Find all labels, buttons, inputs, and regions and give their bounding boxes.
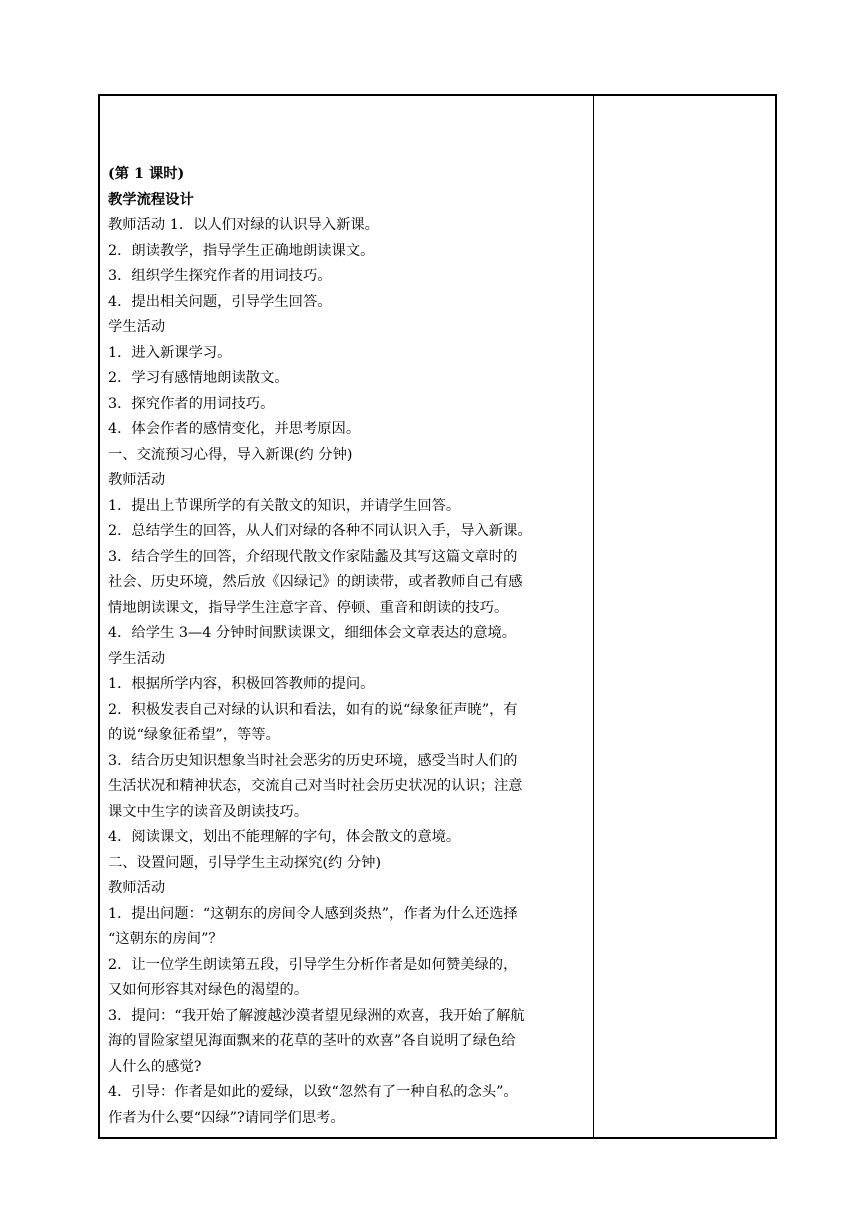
text-line: 4．体会作者的感情变化，并思考原因。 bbox=[108, 421, 361, 437]
text-line: 一、交流预习心得，导入新课(约 分钟) bbox=[108, 446, 353, 463]
text-line: “这朝东的房间”？ bbox=[108, 931, 223, 947]
text-line: 2．学习有感情地朗读散文。 bbox=[108, 370, 289, 386]
text-line: 3．结合学生的回答，介绍现代散文作家陆蠡及其写这篇文章时的 bbox=[108, 548, 518, 565]
text-line: 1．提出问题：“这朝东的房间令人感到炎热”，作者为什么还选择 bbox=[108, 905, 518, 922]
section-heading: (第 1 课时) bbox=[108, 166, 185, 182]
text-line: 4．阅读课文，划出不能理解的字句，体会散文的意境。 bbox=[108, 829, 461, 845]
text-line: 海的冒险家望见海面飘来的花草的茎叶的欢喜”各自说明了绿色给 bbox=[108, 1033, 516, 1049]
text-line: 教师活动 1．以人们对绿的认识导入新课。 bbox=[108, 217, 379, 233]
text-line: 学生活动 bbox=[108, 650, 166, 667]
text-line: 社会、历史环境，然后放《囚绿记》的朗读带，或者教师自己有感 bbox=[108, 574, 523, 590]
text-line: 2．积极发表自己对绿的认识和看法，如有的说“绿象征声暁”，有 bbox=[108, 701, 518, 718]
column-divider bbox=[593, 96, 594, 1137]
text-line: 作者为什么要“囚绿”?请同学们思考。 bbox=[108, 1109, 345, 1126]
text-line: 3．结合历史知识想象当时社会恶劣的历史环境，感受当时人们的 bbox=[108, 752, 518, 769]
text-line: 又如何形容其对绿色的渴望的。 bbox=[108, 982, 309, 998]
text-line: 3．探究作者的用词技巧。 bbox=[108, 395, 275, 412]
text-line: 的说“绿象征希望”，等等。 bbox=[108, 727, 280, 743]
text-line: 教师活动 bbox=[108, 472, 166, 488]
text-line: 4．引导：作者是如此的爱绿，以致“忽然有了一种自私的念头”。 bbox=[108, 1084, 518, 1100]
text-line: 2．朗读教学，指导学生正确地朗读课文。 bbox=[108, 242, 375, 259]
text-line: 2．让一位学生朗读第五段，引导学生分析作者是如何赞美绿的， bbox=[108, 956, 518, 973]
text-line: 1．根据所学内容，积极回答教师的提问。 bbox=[108, 676, 375, 692]
text-line: 3．组织学生探究作者的用词技巧。 bbox=[108, 268, 332, 284]
text-line: 2．总结学生的回答，从人们对绿的各种不同认识入手，导入新课。 bbox=[108, 523, 532, 539]
text-line: 情地朗读课文，指导学生注意字音、停顿、重音和朗读的技巧。 bbox=[108, 599, 509, 616]
text-line: 生活状况和精神状态，交流自己对当时社会历史状况的认识；注意 bbox=[108, 778, 523, 794]
section-heading: 教学流程设计 bbox=[108, 191, 194, 208]
text-line: 1．进入新课学习。 bbox=[108, 344, 232, 361]
text-line: 人什么的感觉? bbox=[108, 1058, 202, 1075]
text-line: 3．提问：“我开始了解渡越沙漠者望见绿洲的欢喜，我开始了解航 bbox=[108, 1007, 525, 1024]
lesson-content-cell bbox=[108, 162, 588, 1131]
text-line: 二、设置问题，引导学生主动探究(约 分钟) bbox=[108, 854, 382, 871]
text-line: 4．给学生 3—4 分钟时间默读课文，细细体会文章表达的意境。 bbox=[108, 625, 517, 641]
text-line: 教师活动 bbox=[108, 880, 166, 896]
text-line: 课文中生字的读音及朗读技巧。 bbox=[108, 803, 309, 820]
text-line: 4．提出相关问题，引导学生回答。 bbox=[108, 293, 332, 310]
text-line: 1．提出上节课所学的有关散文的知识，并请学生回答。 bbox=[108, 497, 461, 514]
lesson-plan-table bbox=[98, 94, 777, 1139]
text-line: 学生活动 bbox=[108, 319, 166, 335]
notes-cell bbox=[595, 96, 775, 1137]
